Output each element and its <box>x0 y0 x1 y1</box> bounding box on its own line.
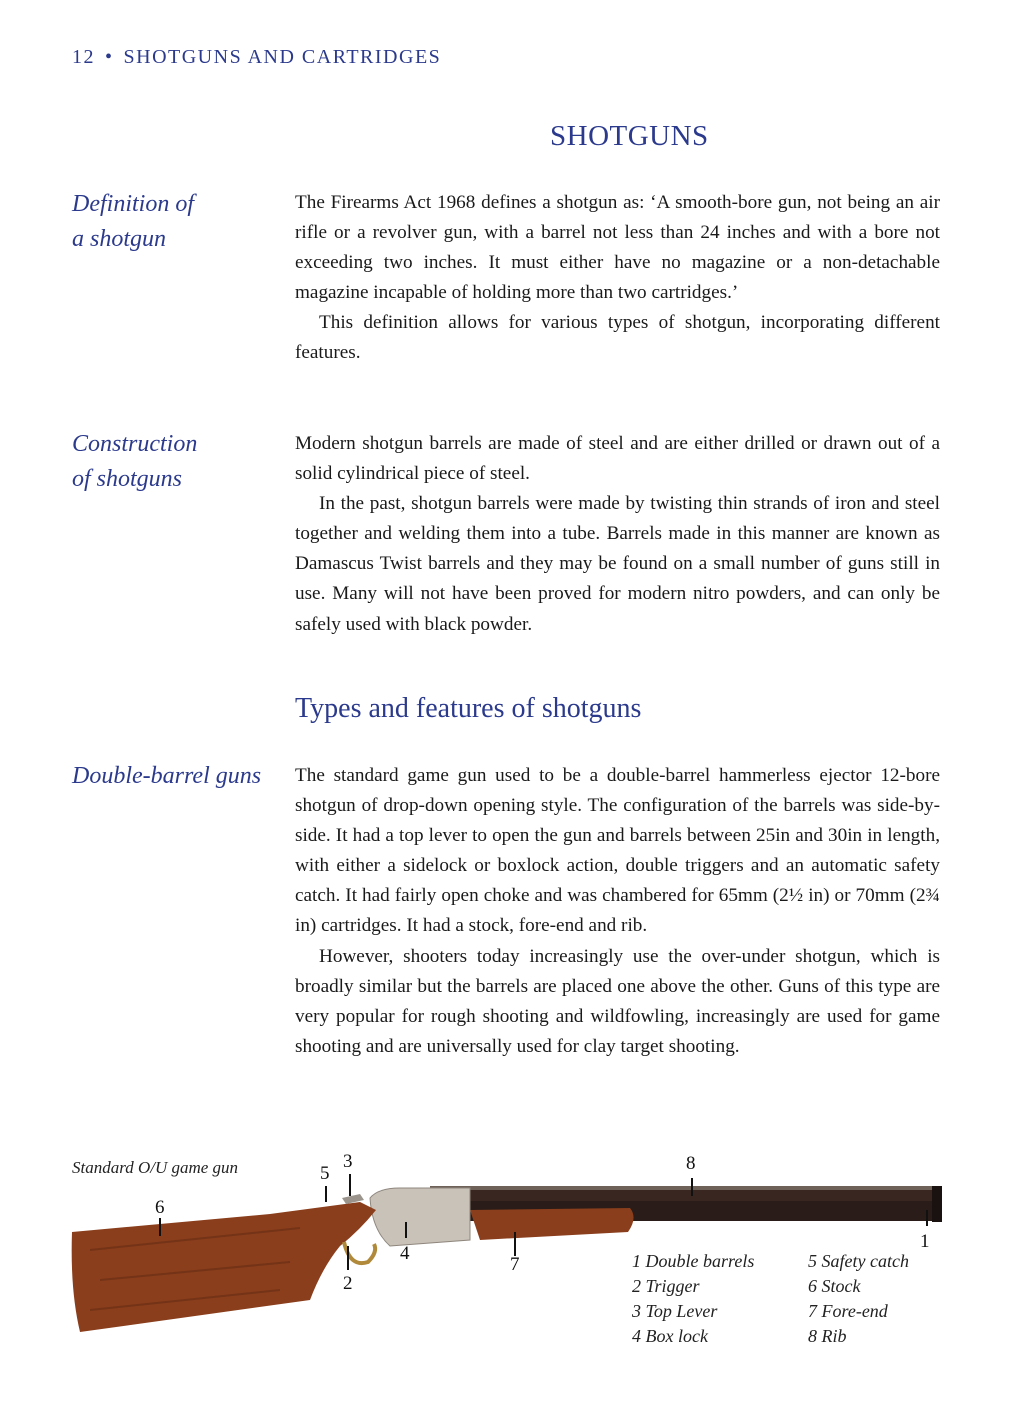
paragraph: In the past, shotgun barrels were made by twisting thin strands of iron and steel together and welding them into a tube. Barrels made in this manner are known as Damascus Twist barrels and they may be found on a small number of guns still in use. Many will not have been proved for modern nitro powders, and can only be safely used with black powder. <box>295 493 940 635</box>
legend-item: 1 Double barrels <box>632 1251 755 1271</box>
callout-8: 8 <box>686 1153 696 1174</box>
callout-6: 6 <box>155 1197 165 1218</box>
legend-left <box>632 1249 754 1349</box>
paragraph: This definition allows for various types of shotgun, incorporating different features. <box>295 312 940 364</box>
callout-3: 3 <box>343 1151 353 1172</box>
callout-5: 5 <box>320 1163 330 1184</box>
running-title: SHOTGUNS AND CARTRIDGES <box>123 46 442 68</box>
receiver <box>370 1188 470 1246</box>
legend-item: 4 Box lock <box>632 1326 708 1346</box>
margin-label-definition <box>72 187 272 257</box>
legend-item: 2 Trigger <box>632 1276 700 1296</box>
legend-item: 6 Stock <box>808 1276 861 1296</box>
fore-end <box>470 1208 634 1240</box>
figure-caption: Standard O/U game gun <box>72 1158 239 1177</box>
construction-text <box>295 429 940 640</box>
paragraph: Modern shotgun barrels are made of steel and are either drilled or drawn out of a solid cylindrical piece of steel. <box>295 433 940 485</box>
callout-1: 1 <box>920 1231 930 1252</box>
callout-4: 4 <box>400 1243 410 1264</box>
paragraph: The Firearms Act 1968 defines a shotgun as: ‘A smooth-bore gun, not being an air rifle or a revolver gun, with a barrel not less than 24 inches and with a bore not exceeding two inches. It must either have no magazine or a non-detachable magazine incapable of holding more than two cartridges.’ <box>295 192 940 304</box>
callout-2: 2 <box>343 1273 353 1294</box>
running-header <box>72 46 441 69</box>
callout-7: 7 <box>510 1254 520 1275</box>
margin-label-line: of shotguns <box>72 466 183 492</box>
margin-label-line: a shotgun <box>72 226 167 252</box>
legend-right <box>808 1249 909 1349</box>
rib <box>430 1186 940 1190</box>
page-number: 12 <box>72 46 95 68</box>
stock <box>72 1202 376 1332</box>
muzzle <box>932 1186 942 1222</box>
definition-text <box>295 188 940 369</box>
section-title: SHOTGUNS <box>550 120 709 152</box>
paragraph: The standard game gun used to be a double-barrel hammerless ejector 12-bore shotgun of drop-down opening style. The configuration of the barrels was side-by-side. It had a top lever to open the gun and barrels between 25in and 30in in length, with either a sidelock or boxlock action, double triggers and an automatic safety catch. It had fairly open choke and was chambered for 65mm (2½ in) or 70mm (2¾ in) cartridges. It had a stock, fore-end and rib. <box>295 765 940 937</box>
margin-label-line: Construction <box>72 431 198 457</box>
header-separator: • <box>105 46 114 68</box>
margin-label-double-barrel: Double-barrel guns <box>72 763 262 789</box>
legend-item: 5 Safety catch <box>808 1251 909 1271</box>
margin-label-line: Definition of <box>72 191 194 217</box>
barrel-top <box>430 1189 940 1201</box>
double-barrel-text <box>295 761 940 1062</box>
subhead-types: Types and features of shotguns <box>295 693 642 724</box>
paragraph: However, shooters today increasingly use the over-under shotgun, which is broadly similar but the barrels are placed one above the other. Guns of this type are very popular for rough shooting and wildfowling, increasingly are used for game shooting and are universally used for clay target shooting. <box>295 945 940 1057</box>
margin-label-construction <box>72 427 272 497</box>
legend-item: 7 Fore-end <box>808 1301 888 1321</box>
legend-item: 8 Rib <box>808 1326 847 1346</box>
legend-item: 3 Top Lever <box>632 1301 718 1321</box>
